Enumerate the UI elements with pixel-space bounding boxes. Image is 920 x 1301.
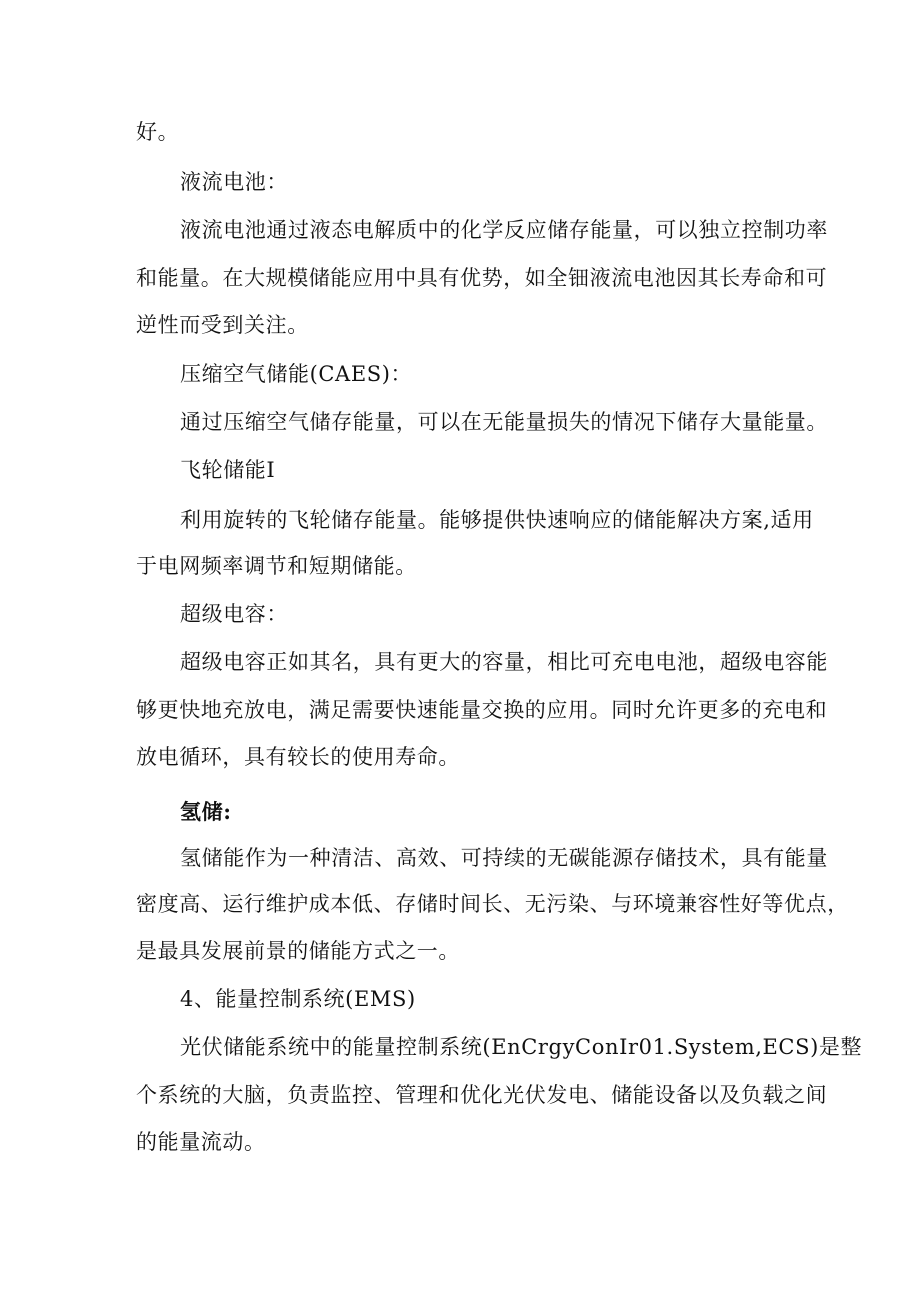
heading-supercapacitor: 超级电容： [180, 602, 288, 626]
paragraph-line: 放电循环，具有较长的使用寿命。 [136, 745, 460, 769]
paragraph-line: 逆性而受到关注。 [136, 313, 309, 337]
paragraph-line: 通过压缩空气储存能量，可以在无能量损失的情况下储存大量能量。 [180, 410, 828, 434]
paragraph-line: 氢储能作为一种清洁、高效、可持续的无碳能源存储技术，具有能量 [180, 846, 828, 870]
paragraph-line: 超级电容正如其名，具有更大的容量，相比可充电电池，超级电容能 [180, 650, 828, 674]
continuation-line: 好。 [136, 120, 180, 144]
paragraph-line: 液流电池通过液态电解质中的化学反应储存能量，可以独立控制功率 [180, 218, 828, 242]
paragraph-line: 个系统的大脑，负责监控、管理和优化光伏发电、储能设备以及负载之间 [136, 1083, 828, 1107]
paragraph-line: 和能量。在大规模储能应用中具有优势，如全钿液流电池因其长寿命和可 [136, 266, 828, 290]
heading-ems: 4、能量控制系统(EMS) [180, 987, 416, 1011]
heading-caes: 压缩空气储能(CAES)： [180, 362, 413, 386]
paragraph-line: 的能量流动。 [136, 1130, 266, 1154]
heading-hydrogen-storage: 氢储: [180, 799, 232, 824]
paragraph-line: 于电网频率调节和短期储能。 [136, 554, 417, 578]
paragraph-line: 利用旋转的飞轮储存能量。能够提供快速响应的储能解决方案,适用 [180, 508, 814, 532]
paragraph-line: 够更快地充放电，满足需要快速能量交换的应用。同时允许更多的充电和 [136, 698, 828, 722]
heading-flywheel: 飞轮储能I [180, 458, 276, 482]
paragraph-line: 密度高、运行维护成本低、存储时间长、无污染、与环境兼容性好等优点， [136, 892, 849, 916]
paragraph-line: 是最具发展前景的储能方式之一。 [136, 939, 460, 963]
paragraph-line: 光伏储能系统中的能量控制系统(EnCrgyConIr01.System,ECS)是整 [180, 1035, 863, 1059]
heading-flow-battery: 液流电池： [180, 170, 288, 194]
